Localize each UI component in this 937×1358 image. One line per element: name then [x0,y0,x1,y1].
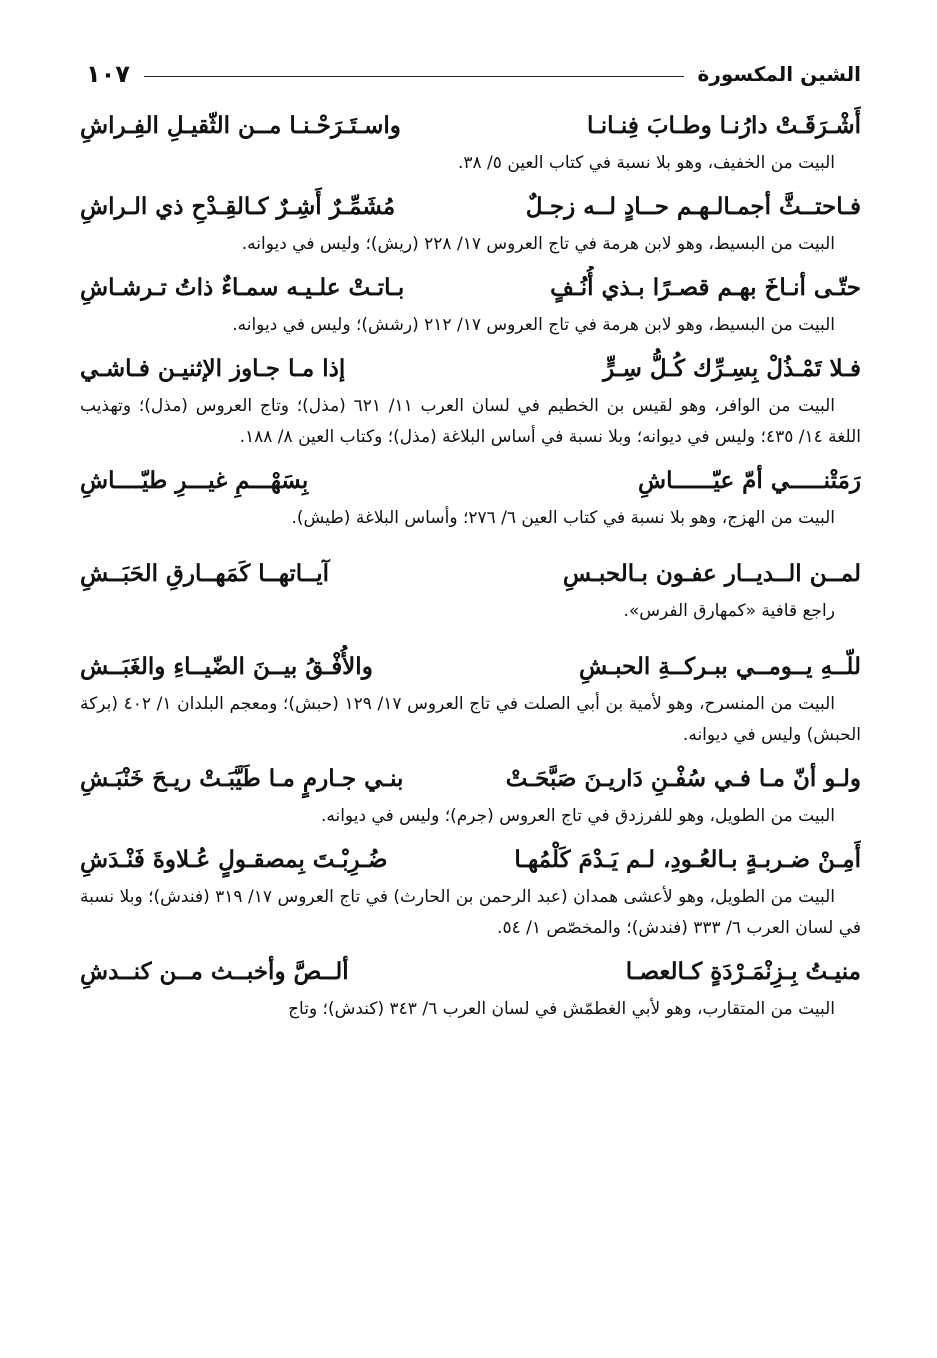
first-hemistich: أَشْـرَقَـتْ دارُنـا وطـابَ فِنـانـا [587,112,861,139]
verse-line [80,950,861,994]
verse-note: راجع قافية «كمهارق الفرس». [623,601,835,621]
verse-line [80,104,861,148]
first-hemistich: منيـتُ بِـزِنْمَـرْدَةٍ كـالعصـا [625,958,861,985]
second-hemistich: ضُـرِبْـتَ بِمصقـولٍ عُـلاوةَ فَنْـدَشِ [80,846,388,873]
verse-line [80,552,861,596]
first-hemistich: حتّـى أنـاخَ بهـم قصـرًا بـذي أُنُـفٍ [550,274,861,301]
verse-entries [80,104,861,1031]
first-hemistich: أَمِـنْ ضـربـةٍ بـالعُـودِ، لـم يَـدْمَ كَلْمُهـا [514,846,861,873]
header-rule [144,76,684,77]
page-number: ١٠٧ [86,60,130,88]
verse-entry [80,185,861,260]
second-hemistich: إذا مـا جـاوز الإثنيـن فـاشـي [80,355,346,382]
first-hemistich: لمــن الــديــار عفـون بـالحبـسِ [562,560,861,587]
verse-entry [80,552,861,627]
verse-note: البيت من الطويل، وهو للفرزدق في تاج العروس (جرم)؛ وليس في ديوانه. [320,806,835,826]
second-hemistich: والأُفْـقُ بيــنَ الضّيــاءِ والغَبَــش [80,653,373,680]
verse-entry [80,347,861,453]
verse-entry [80,645,861,751]
first-hemistich: ولـو أنّ مـا فـي سُفْـنِ دَاريـنَ صَبَّحَـتْ [505,765,861,792]
verse-note: البيت من البسيط، وهو لابن هرمة في تاج العروس ١٧/ ٢٢٨ (ريش)؛ وليس في ديوانه. [241,234,835,254]
first-hemistich: فـلا تَمْـذُلْ بِسِـرِّك كُـلُّ سِـرٍّ [603,355,861,382]
verse-note: البيت من البسيط، وهو لابن هرمة في تاج العروس ١٧/ ٢١٢ (رشش)؛ وليس في ديوانه. [232,315,835,335]
verse-entry [80,459,861,534]
second-hemistich: بـاتـتْ علـيـه سمـاءٌ ذاتُ تـرشـاشِ [80,274,405,301]
verse-note: البيت من المتقارب، وهو لأبي الغطمّش في لسان العرب ٦/ ٣٤٣ (كندش)؛ وتاج [288,999,835,1019]
verse-entry [80,104,861,179]
chapter-title: الشين المكسورة [697,62,861,86]
second-hemistich: آيــاتهــا كَمَهــارقِ الحَبَــشِ [80,560,330,587]
second-hemistich: بِسَهْـــمِ غيـــرِ طيّــــاشِ [80,467,309,494]
verse-note: البيت من الطويل، وهو لأعشى همدان (عبد الرحمن بن الحارث) في تاج العروس ١٧/ ٣١٩ (فندش)؛ وبلا نسبة في لسان العرب ٦/ ٣٣٣ (فندش)؛ والمخصّص ١/ ٥٤. [80,887,861,938]
verse-line [80,347,861,391]
verse-line [80,266,861,310]
running-header [86,56,861,92]
second-hemistich: ألــصَّ وأخبــث مــن كنــدشِ [80,958,349,985]
verse-line [80,838,861,882]
verse-line [80,185,861,229]
verse-line [80,757,861,801]
second-hemistich: بنـي جـارمٍ مـا طَيَّبَـتْ ريـحَ خَنْبَـشِ [80,765,404,792]
verse-entry [80,266,861,341]
first-hemistich: رَمَتْنـــــي أمّ عيّــــــاشِ [638,467,861,494]
first-hemistich: فـاحتــثَّ أجمـالـهـم حــادٍ لــه زجـلٌ [525,193,861,220]
verse-entry [80,838,861,944]
verse-line [80,645,861,689]
verse-note: البيت من المنسرح، وهو لأمية بن أبي الصلت في تاج العروس ١٧/ ١٢٩ (حبش)؛ ومعجم البلدان ١/ ٤٠٢ (بركة الحبش) وليس في ديوانه. [80,694,861,745]
verse-note: البيت من الهزج، وهو بلا نسبة في كتاب العين ٦/ ٢٧٦؛ وأساس البلاغة (طيش). [291,508,835,528]
first-hemistich: للّــهِ يــومــي ببـركــةِ الحبـشِ [579,653,861,680]
second-hemistich: واسـتَـرَحْـنـا مــن الثّقيـلِ الفِـراشِ [80,112,401,139]
verse-note: البيت من الوافر، وهو لقيس بن الخطيم في لسان العرب ١١/ ٦٢١ (مذل)؛ وتاج العروس (مذل)؛ وتهذيب اللغة ١٤/ ٤٣٥؛ وليس في ديوانه؛ وبلا نسبة في أساس البلاغة (مذل)؛ وكتاب العين ٨/ ١٨٨. [80,396,861,447]
verse-entry [80,757,861,832]
verse-note: البيت من الخفيف، وهو بلا نسبة في كتاب العين ٥/ ٣٨. [457,153,835,173]
second-hemistich: مُشَمِّـرٌ أَشِـرٌ كـالقِـدْحِ ذي الـراشِ [80,193,396,220]
verse-line [80,459,861,503]
verse-entry [80,950,861,1025]
